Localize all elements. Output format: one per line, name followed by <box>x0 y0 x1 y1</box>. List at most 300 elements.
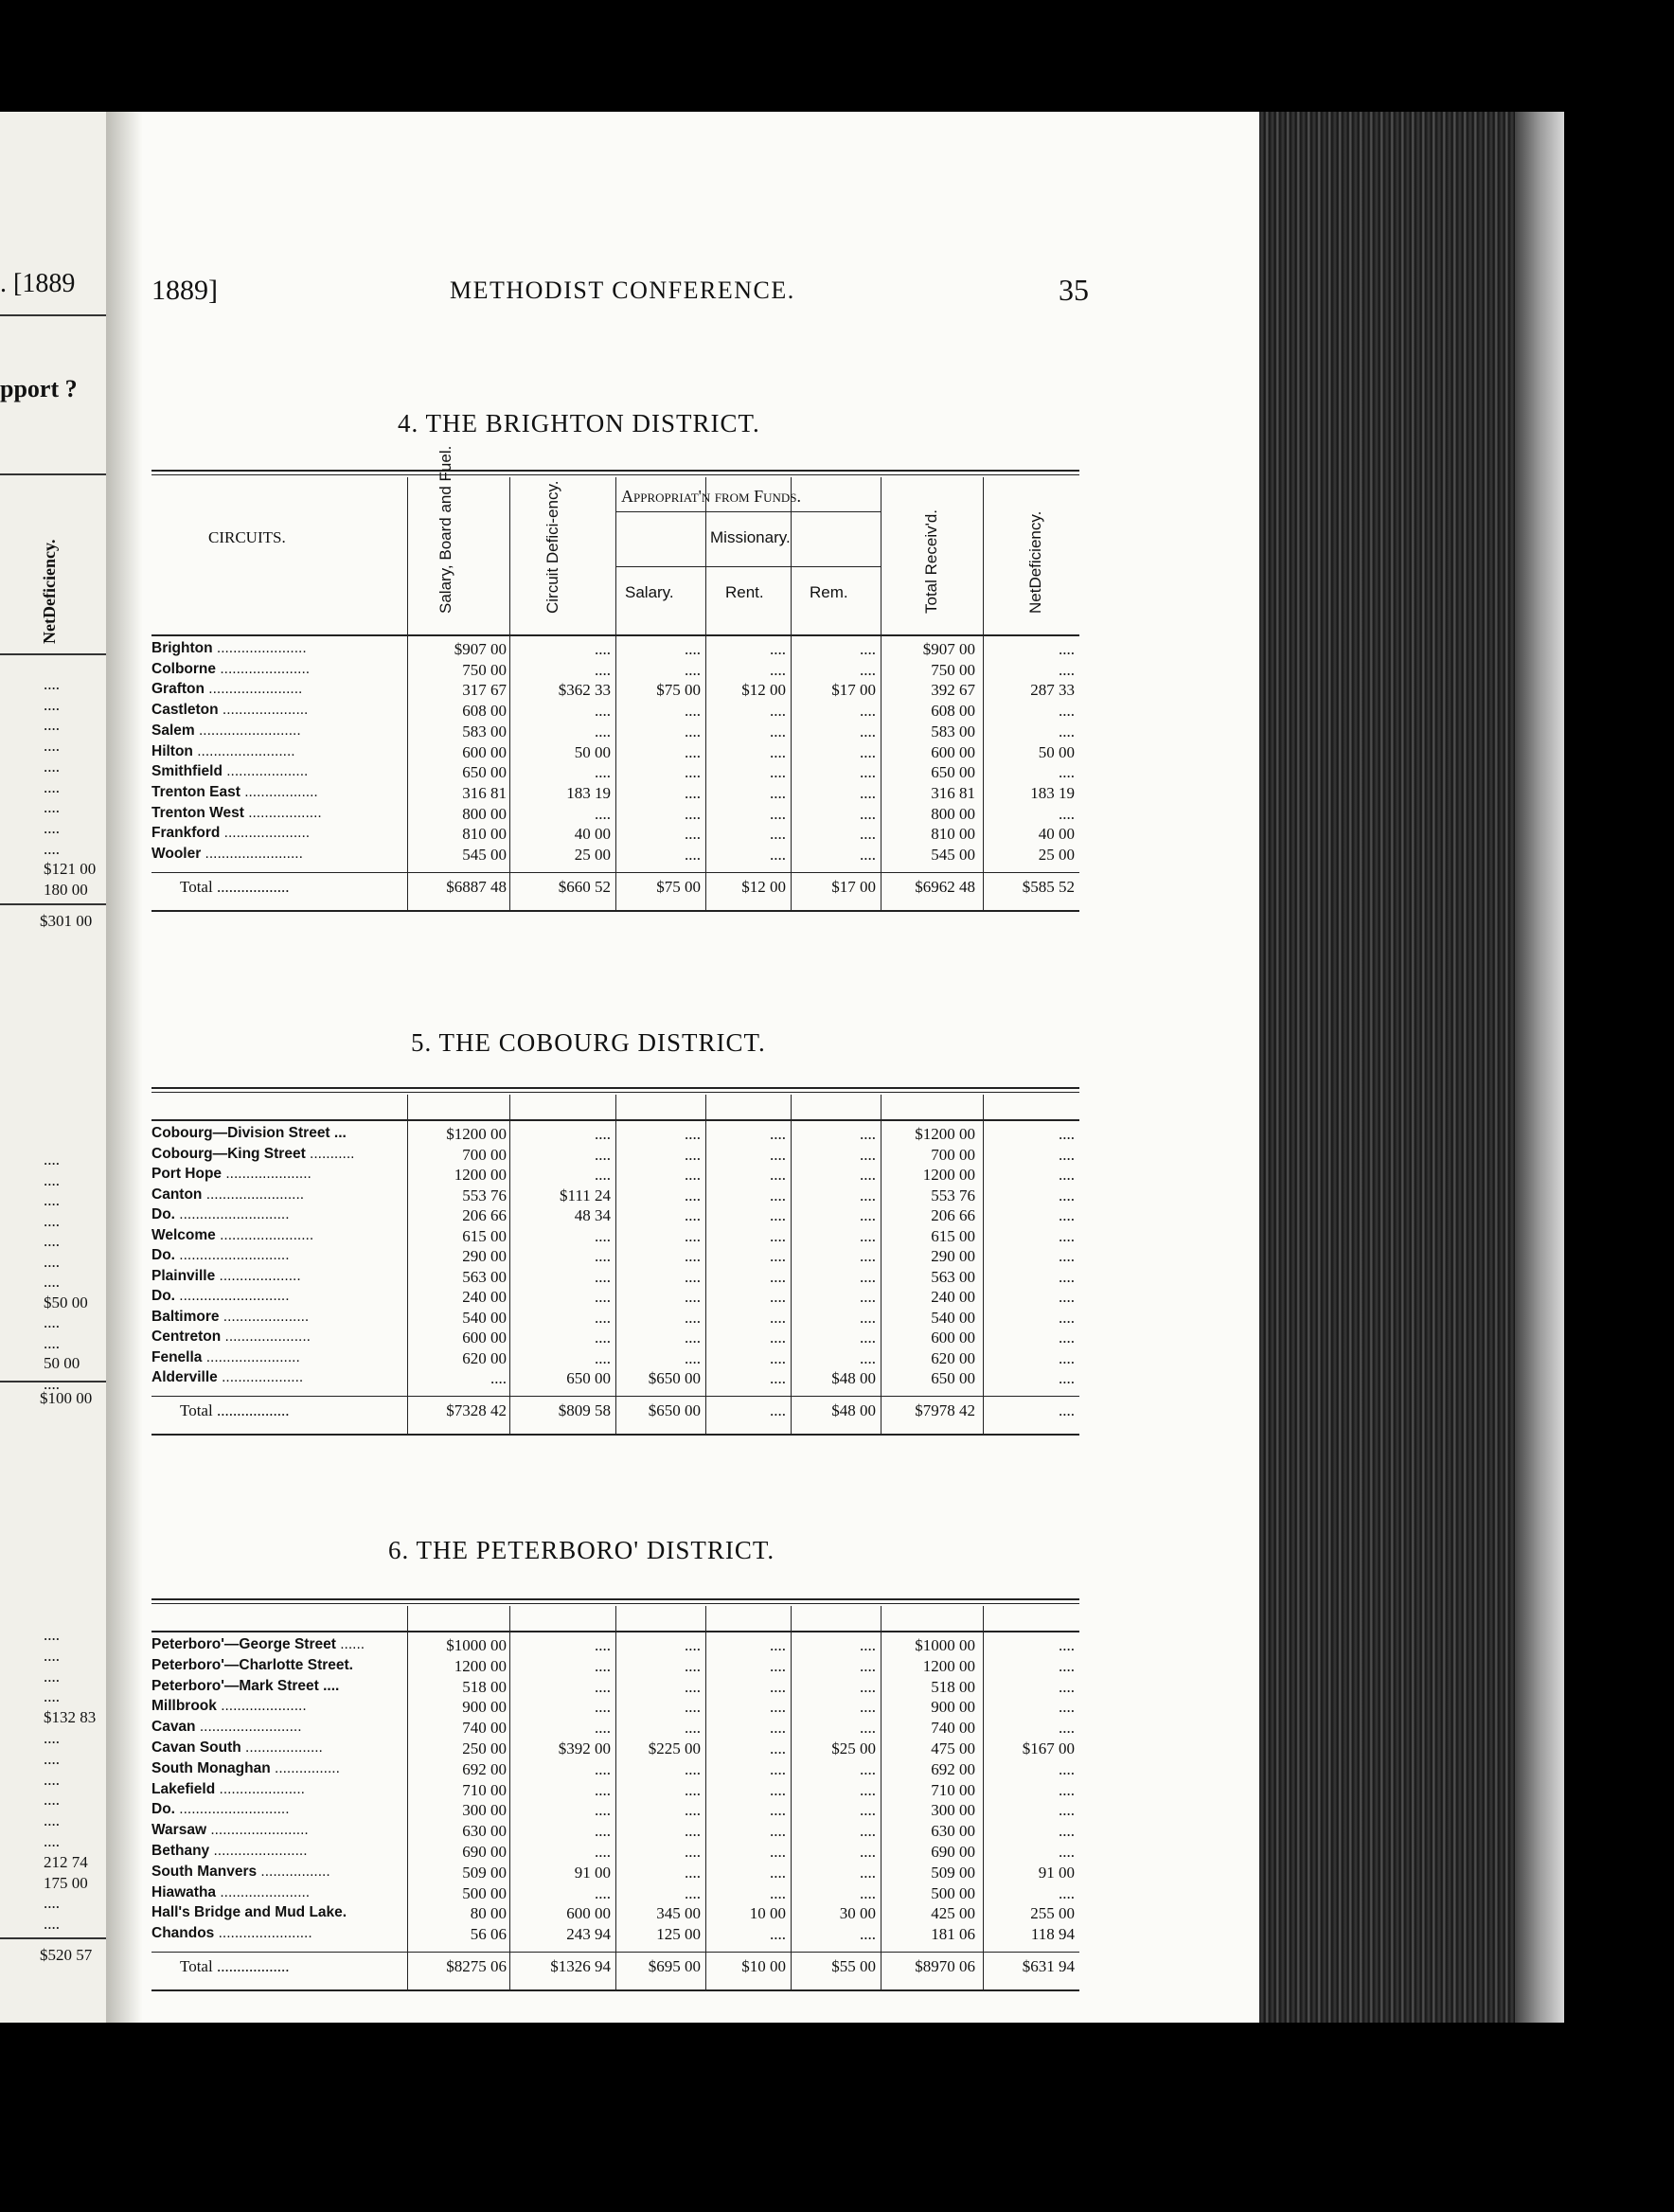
cell-value: 240 00 <box>931 1288 975 1306</box>
table-row <box>151 825 1079 846</box>
cell-value: .... <box>860 1822 876 1841</box>
leader-dots: ................ <box>270 1759 340 1776</box>
cell-value: 692 00 <box>462 1759 507 1778</box>
left-page-value: .... <box>44 1626 60 1644</box>
table-row <box>151 661 1079 682</box>
page-edges-light <box>1515 112 1564 2023</box>
cell-value: .... <box>770 1677 786 1696</box>
left-page-value: .... <box>44 1374 60 1393</box>
table-bottom-rule <box>151 910 1079 912</box>
cell-value: .... <box>1059 640 1075 658</box>
cell-value: .... <box>685 1863 701 1882</box>
cell-value: $111 24 <box>560 1186 611 1204</box>
cell-value: $1000 00 <box>446 1636 507 1654</box>
cell-value: .... <box>1059 1308 1075 1327</box>
total-value: $12 00 <box>741 877 786 896</box>
cell-value: .... <box>685 722 701 740</box>
cell-value: $907 00 <box>454 640 507 658</box>
left-page-value: .... <box>44 695 60 714</box>
table-row <box>151 1268 1079 1289</box>
cell-value: 750 00 <box>462 660 507 679</box>
table-row <box>151 722 1079 743</box>
circuit-name: Cobourg—Division Street ... <box>151 1125 347 1141</box>
table-row <box>151 1309 1079 1329</box>
leader-dots: ................. <box>257 1863 330 1880</box>
left-table-rule <box>0 473 106 475</box>
circuit-name: Peterboro'—Charlotte Street. <box>151 1656 353 1673</box>
total-value: $809 58 <box>558 1400 611 1419</box>
cell-value: 1200 00 <box>454 1166 507 1184</box>
table-row <box>151 1636 1079 1657</box>
cell-value: .... <box>1059 763 1075 782</box>
cell-value: .... <box>1059 1698 1075 1717</box>
cell-value: .... <box>860 846 876 864</box>
circuit-name: Cobourg—King Street ........... <box>151 1145 355 1162</box>
circuit-name: Cavan South ................... <box>151 1739 323 1756</box>
cell-value: .... <box>1059 1801 1075 1820</box>
table-row <box>151 1678 1079 1699</box>
cell-value: 810 00 <box>931 825 975 844</box>
total-value: $6962 48 <box>915 877 975 896</box>
running-title: METHODIST CONFERENCE. <box>450 276 795 304</box>
left-page-value: .... <box>44 675 60 693</box>
left-column-header: NetDeficiency. <box>40 539 59 644</box>
left-page-value: .... <box>44 1729 60 1747</box>
circuit-name: Grafton ....................... <box>151 681 303 698</box>
left-page-value: $50 00 <box>44 1293 88 1311</box>
cell-value: 750 00 <box>931 660 975 679</box>
circuit-name: Plainville .................... <box>151 1267 301 1284</box>
table-row <box>151 1146 1079 1167</box>
cell-value: .... <box>595 1267 611 1286</box>
table-row <box>151 1801 1079 1822</box>
cell-value: .... <box>770 1739 786 1757</box>
leader-dots: ....................... <box>209 1843 308 1859</box>
cell-value: .... <box>860 1226 876 1245</box>
table-row <box>151 1125 1079 1146</box>
left-page-value: 212 74 <box>44 1852 88 1871</box>
cell-value: 80 00 <box>470 1904 507 1923</box>
cell-value: 316 81 <box>462 783 507 802</box>
cell-value: .... <box>860 763 876 782</box>
total-value: $10 00 <box>741 1957 786 1975</box>
table-row <box>151 1781 1079 1802</box>
circuit-name: Hilton ........................ <box>151 742 295 759</box>
cell-value: .... <box>770 763 786 782</box>
circuit-name: Trenton East .................. <box>151 783 318 800</box>
left-page-value: .... <box>44 1811 60 1830</box>
cell-value: .... <box>595 660 611 679</box>
cell-value: .... <box>1059 1267 1075 1286</box>
total-value: $650 00 <box>648 1400 701 1419</box>
cell-value: 475 00 <box>931 1739 975 1757</box>
cell-value: .... <box>685 1677 701 1696</box>
column-header-total-received: Total Receiv'd. <box>922 508 940 614</box>
cell-value: .... <box>1059 1636 1075 1654</box>
table-row <box>151 1349 1079 1370</box>
cell-value: .... <box>685 1780 701 1799</box>
cell-value: 243 94 <box>566 1925 611 1944</box>
left-page-value: .... <box>44 1313 60 1331</box>
cell-value: 583 00 <box>931 722 975 740</box>
cell-value: 583 00 <box>462 722 507 740</box>
cell-value: .... <box>685 1125 701 1143</box>
cell-value: .... <box>770 1348 786 1367</box>
cell-value: .... <box>595 1656 611 1675</box>
table-row <box>151 1822 1079 1843</box>
cell-value: 600 00 <box>931 1329 975 1347</box>
cell-value: .... <box>770 1780 786 1799</box>
table-bottom-rule <box>151 1989 1079 1991</box>
left-total-rule <box>0 1937 106 1939</box>
cell-value: 509 00 <box>462 1863 507 1882</box>
left-page-value: .... <box>44 818 60 837</box>
cell-value: .... <box>595 1308 611 1327</box>
leader-dots: .................... <box>215 1267 301 1284</box>
circuit-name: South Manvers ................. <box>151 1863 330 1880</box>
left-total-rule <box>0 903 106 905</box>
cell-value: 250 00 <box>462 1739 507 1757</box>
left-page-value: .... <box>44 839 60 858</box>
cell-value: .... <box>770 702 786 721</box>
cell-value: .... <box>685 846 701 864</box>
cell-value: 545 00 <box>931 846 975 864</box>
total-value: $17 00 <box>831 877 876 896</box>
leader-dots: ........................ <box>192 742 295 759</box>
left-page-value: $121 00 <box>44 860 97 879</box>
table-bottom-rule <box>151 1434 1079 1436</box>
column-header-deficiency: Circuit Defici-ency. <box>543 480 561 614</box>
cell-value: 25 00 <box>574 846 611 864</box>
cell-value: 56 06 <box>470 1925 507 1944</box>
cell-value: .... <box>595 1780 611 1799</box>
cell-value: .... <box>685 1206 701 1224</box>
leader-dots: ..................... <box>215 1780 305 1797</box>
table-row <box>151 702 1079 722</box>
cell-value: .... <box>860 1125 876 1143</box>
cell-value: .... <box>490 1369 507 1387</box>
cell-value: .... <box>685 1801 701 1820</box>
cell-value: .... <box>770 783 786 802</box>
cell-value: $1200 00 <box>915 1125 975 1143</box>
circuit-name: Brighton ...................... <box>151 640 307 656</box>
cell-value: .... <box>860 1145 876 1164</box>
cell-value: .... <box>685 804 701 823</box>
cell-value: .... <box>685 1698 701 1717</box>
cell-value: 710 00 <box>931 1780 975 1799</box>
cell-value: 25 00 <box>1038 846 1075 864</box>
cell-value: .... <box>595 804 611 823</box>
page-number: 35 <box>1059 273 1089 307</box>
cell-value: 91 00 <box>1038 1863 1075 1882</box>
total-label: Total .................. <box>180 877 290 896</box>
cell-value: 290 00 <box>931 1247 975 1265</box>
cell-value: .... <box>860 1759 876 1778</box>
cell-value: .... <box>770 1719 786 1738</box>
cell-value: .... <box>770 1759 786 1778</box>
cell-value: .... <box>685 1822 701 1841</box>
cell-value: .... <box>860 1780 876 1799</box>
total-value: $631 94 <box>1022 1957 1075 1975</box>
circuit-name: Smithfield .................... <box>151 763 309 780</box>
leader-dots: .................. <box>240 783 318 800</box>
leader-dots: ........................... <box>174 1206 290 1222</box>
cell-value: .... <box>770 640 786 658</box>
cell-value: .... <box>860 1329 876 1347</box>
total-value: $660 52 <box>558 877 611 896</box>
cell-value: .... <box>685 1166 701 1184</box>
cell-value: 545 00 <box>462 846 507 864</box>
total-value: $7978 42 <box>915 1400 975 1419</box>
left-running-year: . [1889 <box>0 269 76 298</box>
cell-value: .... <box>685 1226 701 1245</box>
total-value: $8275 06 <box>446 1957 507 1975</box>
cell-value: 608 00 <box>931 702 975 721</box>
cell-value: .... <box>1059 804 1075 823</box>
cell-value: .... <box>860 1186 876 1204</box>
table-row <box>151 681 1079 702</box>
leader-dots: ....................... <box>202 1348 300 1365</box>
running-year: 1889] <box>151 275 218 306</box>
cell-value: .... <box>770 1166 786 1184</box>
left-page-value: .... <box>44 798 60 817</box>
cell-value: 740 00 <box>931 1719 975 1738</box>
cell-value: .... <box>770 1145 786 1164</box>
left-page-value: .... <box>44 1749 60 1768</box>
cell-value: .... <box>770 1369 786 1387</box>
circuit-name: Trenton West .................. <box>151 804 322 821</box>
cell-value: 518 00 <box>462 1677 507 1696</box>
column-header-m-salary: Salary. <box>625 583 674 601</box>
cell-value: $12 00 <box>741 681 786 700</box>
leader-dots: ........................ <box>206 1822 309 1839</box>
cell-value: .... <box>685 1267 701 1286</box>
left-page-value: $132 83 <box>44 1708 97 1727</box>
cell-value: .... <box>685 1308 701 1327</box>
cell-value: 118 94 <box>1030 1925 1075 1944</box>
district-title: 6. THE PETERBORO' DISTRICT. <box>388 1536 775 1564</box>
circuit-name: Frankford ..................... <box>151 825 311 842</box>
leader-dots: ......................... <box>194 722 301 739</box>
cell-value: 206 66 <box>931 1206 975 1224</box>
cell-value: .... <box>770 1125 786 1143</box>
circuit-name: Peterboro'—George Street ...... <box>151 1636 365 1652</box>
left-page-value: .... <box>44 1646 60 1665</box>
cell-value: 810 00 <box>462 825 507 844</box>
circuit-name: Alderville .................... <box>151 1369 304 1385</box>
total-value: $1326 94 <box>550 1957 611 1975</box>
cell-value: 900 00 <box>931 1698 975 1717</box>
cell-value: .... <box>860 1166 876 1184</box>
cell-value: 181 06 <box>931 1925 975 1944</box>
cell-value: .... <box>1059 702 1075 721</box>
district-title: 4. THE BRIGHTON DISTRICT. <box>398 409 760 437</box>
leader-dots: ..................... <box>222 1166 312 1182</box>
cell-value: .... <box>685 640 701 658</box>
table-row <box>151 1166 1079 1186</box>
circuit-name: Do. ........................... <box>151 1206 290 1222</box>
cell-value: 500 00 <box>462 1883 507 1902</box>
cell-value: $48 00 <box>831 1369 876 1387</box>
cell-value: .... <box>685 1329 701 1347</box>
cell-value: .... <box>595 763 611 782</box>
cell-value: .... <box>685 783 701 802</box>
circuit-name: Wooler ........................ <box>151 846 303 862</box>
cell-value: .... <box>1059 1329 1075 1347</box>
left-page-value: .... <box>44 1667 60 1686</box>
cell-value: 125 00 <box>656 1925 701 1944</box>
cell-value: .... <box>685 1759 701 1778</box>
leader-dots: ..................... <box>216 1698 307 1715</box>
leader-dots: .................. <box>243 804 322 821</box>
cell-value: .... <box>860 1698 876 1717</box>
table-row <box>151 743 1079 764</box>
left-page-value: .... <box>44 1791 60 1810</box>
left-table-rule <box>0 653 106 655</box>
cell-value: .... <box>1059 1348 1075 1367</box>
cell-value: 50 00 <box>574 742 611 761</box>
cell-value: .... <box>685 1247 701 1265</box>
cell-value: $1200 00 <box>446 1125 507 1143</box>
circuit-name: Hall's Bridge and Mud Lake. <box>151 1904 347 1921</box>
cell-value: .... <box>770 1329 786 1347</box>
total-value: $6887 48 <box>446 877 507 896</box>
cell-value: .... <box>685 1656 701 1675</box>
table-row <box>151 640 1079 661</box>
district-title: 5. THE COBOURG DISTRICT. <box>411 1028 766 1057</box>
total-value: $7328 42 <box>446 1400 507 1419</box>
cell-value: 710 00 <box>462 1780 507 1799</box>
leader-dots: ...................... <box>212 640 307 656</box>
table-row <box>151 846 1079 866</box>
circuit-name: Colborne ...................... <box>151 660 311 677</box>
cell-value: 650 00 <box>566 1369 611 1387</box>
left-page-value: .... <box>44 1333 60 1352</box>
cell-value: .... <box>860 1247 876 1265</box>
leader-dots: ..................... <box>218 702 309 719</box>
cell-value: .... <box>685 825 701 844</box>
cell-value: .... <box>860 660 876 679</box>
cell-value: 692 00 <box>931 1759 975 1778</box>
cell-value: 300 00 <box>462 1801 507 1820</box>
cell-value: .... <box>1059 722 1075 740</box>
circuit-name: Do. ........................... <box>151 1247 290 1263</box>
cell-value: .... <box>1059 1206 1075 1224</box>
total-value: $55 00 <box>831 1957 876 1975</box>
table-row <box>151 1657 1079 1678</box>
cell-value: .... <box>860 702 876 721</box>
left-page-value: .... <box>44 757 60 776</box>
cell-value: .... <box>685 1719 701 1738</box>
cell-value: 1200 00 <box>922 1656 975 1675</box>
cell-value: .... <box>770 1186 786 1204</box>
left-header-rule <box>0 314 106 316</box>
cell-value: .... <box>860 1677 876 1696</box>
cell-value: .... <box>595 1759 611 1778</box>
cell-value: .... <box>770 1843 786 1861</box>
cell-value: .... <box>685 1186 701 1204</box>
cell-value: 630 00 <box>931 1822 975 1841</box>
table-row <box>151 784 1079 805</box>
left-page-value: .... <box>44 777 60 796</box>
table-row <box>151 1904 1079 1925</box>
cell-value: .... <box>595 1348 611 1367</box>
cell-value: .... <box>860 1206 876 1224</box>
table-row <box>151 805 1079 826</box>
cell-value: .... <box>1059 1656 1075 1675</box>
total-value: $695 00 <box>648 1957 701 1975</box>
cell-value: .... <box>770 1267 786 1286</box>
left-page-value: 50 00 <box>44 1354 80 1372</box>
missionary-rule <box>615 566 881 567</box>
leader-dots: ....................... <box>214 1925 312 1942</box>
left-page-value: 175 00 <box>44 1873 88 1892</box>
circuit-name: Canton ........................ <box>151 1186 305 1203</box>
circuit-name: Peterboro'—Mark Street .... <box>151 1677 340 1694</box>
circuit-name: Millbrook ..................... <box>151 1698 307 1715</box>
cell-value: .... <box>595 1166 611 1184</box>
cell-value: 240 00 <box>462 1288 507 1306</box>
cell-value: .... <box>770 1883 786 1902</box>
cell-value: 615 00 <box>931 1226 975 1245</box>
cell-value: .... <box>595 1329 611 1347</box>
cell-value: 690 00 <box>931 1843 975 1861</box>
cell-value: .... <box>770 1308 786 1327</box>
leader-dots: ......................... <box>195 1719 302 1736</box>
cell-value: .... <box>595 722 611 740</box>
left-page-value: .... <box>44 1211 60 1230</box>
cell-value: .... <box>860 1656 876 1675</box>
cell-value: $167 00 <box>1022 1739 1075 1757</box>
table-row <box>151 1227 1079 1248</box>
circuit-name: Fenella ....................... <box>151 1348 300 1365</box>
cell-value: .... <box>770 1801 786 1820</box>
cell-value: .... <box>595 1247 611 1265</box>
cell-value: .... <box>770 1636 786 1654</box>
cell-value: .... <box>685 1348 701 1367</box>
cell-value: 650 00 <box>931 763 975 782</box>
cell-value: 509 00 <box>931 1863 975 1882</box>
left-page-value: .... <box>44 1770 60 1789</box>
cell-value: .... <box>860 1267 876 1286</box>
table-row <box>151 1247 1079 1268</box>
left-page-value: 180 00 <box>44 881 88 899</box>
cell-value: .... <box>1059 1166 1075 1184</box>
leader-dots: ...................... <box>216 1883 311 1900</box>
cell-value: .... <box>685 1843 701 1861</box>
total-label: Total .................. <box>180 1957 290 1975</box>
column-header-net-deficiency: NetDeficiency. <box>1026 510 1044 614</box>
cell-value: .... <box>1059 1780 1075 1799</box>
left-page-value: .... <box>44 1252 60 1271</box>
table-row <box>151 1739 1079 1760</box>
total-value: $75 00 <box>656 877 701 896</box>
cell-value: .... <box>770 825 786 844</box>
cell-value: .... <box>860 742 876 761</box>
circuit-name: Castleton ..................... <box>151 702 309 719</box>
cell-value: .... <box>595 1822 611 1841</box>
table-row <box>151 763 1079 784</box>
cell-value: .... <box>685 1145 701 1164</box>
cell-value: 206 66 <box>462 1206 507 1224</box>
cell-value: 40 00 <box>574 825 611 844</box>
cell-value: 287 33 <box>1030 681 1075 700</box>
total-value: $48 00 <box>831 1400 876 1419</box>
left-page-value: .... <box>44 1894 60 1913</box>
left-page-total: $301 00 <box>40 912 93 930</box>
cell-value: .... <box>685 763 701 782</box>
cell-value: .... <box>1059 1719 1075 1738</box>
